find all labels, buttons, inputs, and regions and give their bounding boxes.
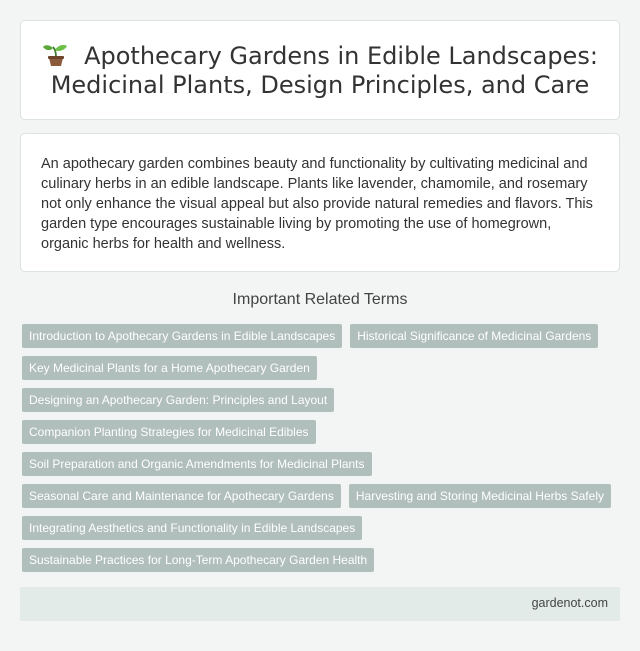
tag-row	[22, 420, 622, 444]
related-term-tag[interactable]: Seasonal Care and Maintenance for Apothecary Gardens	[22, 484, 341, 508]
tag-row	[22, 356, 622, 380]
footer-site-link[interactable]: gardenot.com	[531, 596, 608, 610]
related-terms-list	[22, 324, 622, 580]
related-term-tag[interactable]: Companion Planting Strategies for Medicinal Edibles	[22, 420, 316, 444]
tag-row	[22, 516, 622, 540]
intro-paragraph: An apothecary garden combines beauty and functionality by cultivating medicinal and culinary herbs in an edible landscape. Plants like lavender, chamomile, and rosemary not only enhance the visual appeal but also provide natural remedies and flavors. This garden type encourages sustainable living by promoting the use of homegrown, organic herbs for health and wellness.	[41, 156, 593, 252]
related-terms-heading: Important Related Terms	[232, 291, 408, 308]
related-term-tag[interactable]: Soil Preparation and Organic Amendments for Medicinal Plants	[22, 452, 372, 476]
intro-card	[20, 133, 620, 272]
related-term-tag[interactable]: Integrating Aesthetics and Functionality in Edible Landscapes	[22, 516, 362, 540]
title-card	[20, 20, 620, 120]
tag-row	[22, 452, 622, 476]
title-line-1: Apothecary Gardens in Edible Landscapes:	[84, 42, 598, 70]
related-term-tag[interactable]: Historical Significance of Medicinal Gardens	[350, 324, 598, 348]
tag-row	[22, 484, 622, 508]
related-term-tag[interactable]: Introduction to Apothecary Gardens in Edible Landscapes	[22, 324, 342, 348]
related-term-tag[interactable]: Harvesting and Storing Medicinal Herbs Safely	[349, 484, 611, 508]
related-term-tag[interactable]: Sustainable Practices for Long-Term Apothecary Garden Health	[22, 548, 374, 572]
tag-row	[22, 388, 622, 412]
related-term-tag[interactable]: Key Medicinal Plants for a Home Apothecary Garden	[22, 356, 317, 380]
tag-row	[22, 324, 622, 348]
title-line-2: Medicinal Plants, Design Principles, and Care	[50, 71, 590, 99]
footer	[20, 587, 620, 621]
page-title	[41, 42, 599, 100]
tag-row	[22, 548, 622, 572]
seedling-icon	[42, 43, 70, 67]
related-term-tag[interactable]: Designing an Apothecary Garden: Principles and Layout	[22, 388, 334, 412]
